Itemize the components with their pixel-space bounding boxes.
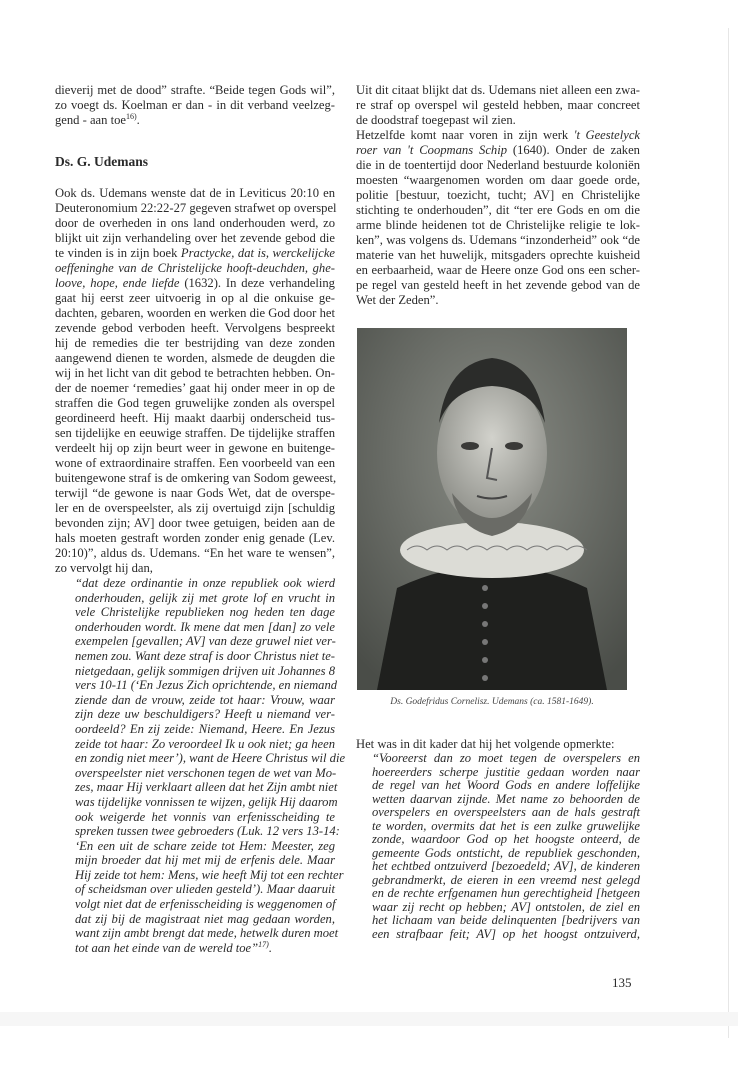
text-span: loove, hope, ende liefde (55, 276, 180, 290)
text-line: der de noemer ‘remedies’ gaat hij onder meer in op de (55, 381, 335, 395)
text-line: blijkt uit zijn verhandeling over het zevende gebod die (55, 231, 335, 245)
text-line: zo voegt ds. Koelman er dan - in dit verband veelzeg- (55, 98, 335, 112)
text-line: het lichaam van beide delinquenten [bedrijvers van (372, 913, 640, 927)
image-caption: Ds. Godefridus Cornelisz. Udemans (ca. 1581-1649). (390, 697, 594, 707)
text-line: gemeente Gods ontsticht, de republiek geschonden, (372, 845, 640, 860)
text-line: wetten daarvan zijnde. Met name zo behoorden de (372, 791, 640, 806)
text-line (356, 128, 640, 143)
text-line: volgt niet dat de erfenisscheiding is weggenomen of (75, 897, 336, 912)
text-span: (1632). In deze verhandeling (179, 276, 335, 290)
text-line: die in de toentertijd door Nederland bestuurde koloniën (356, 158, 640, 172)
text-line: door de overheden in ons land onderhouden werd, zo (55, 216, 335, 230)
text-line: pe regel van gesteld heeft in het zevende gebod van de (356, 278, 640, 292)
text-line: ‘En een uit de schare zeide tot Hem: Meester, zeg (75, 838, 335, 853)
text-line: nemen zou. Want deze straf is door Christus niet te- (75, 648, 335, 663)
text-line: zijn deze uw beschuldigers? Heeft u niemand ver- (75, 707, 335, 722)
body-paragraph (356, 737, 640, 752)
text-line: dat zij bij de magistraat niet mag gedaan worden, (75, 911, 335, 926)
text-line (55, 261, 335, 276)
text-line: zo vervolgt hij dan, (55, 561, 153, 575)
text-line: ziende dan de vrouw, zeide tot haar: Vrouw, waar (75, 692, 335, 707)
text-span: Practycke, dat is, werckelijcke (180, 246, 335, 260)
text-span: oeffeninghe van de Christelijcke hooft-deuchden, ghe- (55, 261, 335, 275)
text-line (75, 941, 335, 956)
text-line: waar zij recht op hebben; AV] ontstolen, de ziel en (372, 899, 640, 914)
text-line: wij in het licht van dit gebod te betrachten hebben. On- (55, 366, 335, 380)
text-line: verdeelt hij op zijn beurt weer in gewone en buitenge- (55, 441, 335, 455)
text-line: mijn broeder dat hij met mij de erfenis dele. Maar (75, 853, 335, 868)
text-span: tot aan het einde van de wereld toe” (75, 940, 259, 955)
intro-paragraph (55, 83, 335, 128)
footnote-ref: 16) (125, 112, 137, 121)
page-bottom-band (0, 1012, 738, 1026)
text-line: “Vooreerst dan zo moet tegen de overspelers en (372, 751, 640, 765)
text-line: was tijdelijke vonnissen te wijzen, gelijk Hij daarom (75, 794, 338, 809)
text-line: “dat deze ordinantie in onze republiek ook wierd (75, 576, 335, 590)
text-line: onderhouden, gelijk zij met grote lof en vrucht in (75, 590, 335, 605)
text-span: . (268, 940, 272, 955)
text-line: of scheidsman over ulieden gesteld’). Maar daaruit (75, 882, 335, 897)
text-span: de doodstraf toegepast wil zien. (356, 113, 516, 127)
portrait-engraving (357, 328, 627, 690)
text-span: gend - aan toe (55, 113, 126, 127)
text-line: arme blinde heidenen tot de Christelijke religie te lok- (356, 218, 640, 232)
text-line: ken”, was volgens ds. Udemans “inzonderheid” ook “de (356, 233, 640, 247)
text-line: zes, maar Hij verklaart alleen dat het Zijn ambt niet (75, 780, 338, 795)
text-line: Ook ds. Udemans wenste dat de in Leviticus 20:10 en (55, 186, 335, 200)
page-number: 135 (612, 975, 632, 990)
text-line: en de rechte erfgenamen hun gerechtigheid [hetgeen (372, 886, 640, 900)
text-span: Hetzelfde komt naar voren in zijn werk (356, 128, 574, 142)
text-line: te worden, overmits dat het is een zulke gruwelijke (372, 818, 640, 833)
text-line: 20:10)”, aldus ds. Udemans. “En het ware te wensen”, (55, 546, 335, 560)
text-line (55, 276, 335, 291)
footnote-ref: 17) (258, 939, 269, 949)
text-line: politie [bestuur, toezicht, tucht; AV] en Christelijke (356, 188, 640, 202)
text-line: het echtbed ontzuiverd [bezoedeld; AV], de kinderen (372, 859, 640, 873)
text-line: wone of extraordinaire straffen. Een voorbeeld van een (55, 456, 335, 470)
block-quote (75, 576, 346, 955)
text-line: zeide tot haar: Zo veroordeel Ik u ook niet; ga heen (75, 736, 335, 751)
text-line: vele Christelijke republieken nog heden ten dage (75, 605, 335, 620)
body-paragraph (55, 186, 335, 576)
text-line: dieverij met de dood” strafte. “Beide tegen Gods wil”, (55, 83, 335, 97)
text-line (55, 113, 335, 128)
text-line: Deuteronomium 22:22-27 gegeven strafwet op overspel (55, 201, 337, 215)
text-line: en eerbaarheid, waar de Heere onze God ons een scher- (356, 263, 640, 277)
text-line: aangewend dienen te worden, alsmede de deugden die (55, 351, 335, 365)
text-line (55, 246, 335, 261)
text-line: Hij zeide tot hem: Mens, wie heeft Mij tot een rechter (75, 867, 344, 882)
text-line: materie van het huwelijk, mitsgaders oprechte kuisheid (356, 248, 640, 262)
text-line: spreken tussen twee gebroeders (Luk. 12 vers 13-14: (75, 824, 340, 839)
text-line: ler en de overspeelster, als zij overtuigd zijn [schuldig (55, 501, 335, 515)
text-line: Het was in dit kader dat hij het volgende opmerkte: (356, 737, 615, 751)
text-line: dachten, gebaren, woorden en werken die God door het (55, 306, 335, 320)
text-line (356, 143, 640, 158)
text-line: buitengewone straf is de omkering van Sodom geweest, (55, 471, 337, 485)
text-line: gebrandmerkt, de eieren in een vreemd nest gelegd (372, 872, 640, 887)
text-line: terwijl “de gewone is naar Gods Wet, dat de overspe- (55, 486, 335, 500)
text-span: roer van 't Coopmans Schip (356, 143, 507, 157)
page-edge-line (728, 28, 729, 1038)
text-line: geordineerd heeft. Hij maakt daarbij onderscheid tus- (55, 411, 335, 425)
text-line: hoereerders scherpe justitie gedaan worden naar (372, 764, 640, 779)
body-paragraph (356, 83, 640, 308)
text-line: overspelers en overspeelsters aan de hals gestraft (372, 805, 640, 819)
text-span: . (136, 113, 140, 127)
text-line: exempelen [gevallen; AV] van deze gruwel niet ver- (75, 634, 336, 649)
text-line: sen tijdelijke en eeuwige straffen. De tijdelijke straffen (55, 426, 335, 440)
section-heading: Ds. G. Udemans (55, 154, 149, 169)
text-line: onderhouden wordt. Ik mene dat men [dan] zo vele (75, 619, 335, 634)
portrait-image (357, 328, 627, 690)
text-line: want zijn ambt brengt dat mede, hetwelk duren moet (75, 926, 339, 941)
text-line: ook weigerde het vonnis van erfenisscheiding te (75, 809, 335, 824)
text-line: Wet der Zeden”. (356, 293, 439, 307)
text-line: moesten “waargenomen worden om daar goede orde, (356, 173, 640, 187)
text-line: oordeeld? En zij zeide: Niemand, Heere. En Jezus (75, 721, 335, 736)
text-line: een strafbaar feit; AV] op het hoogst ontzuiverd, (372, 926, 640, 941)
text-line: straffen die God tegen gruwelijke zonden als overspel (55, 396, 335, 410)
text-span: (1640). Onder de zaken (507, 143, 640, 157)
text-line: nietgedaan, gelijk sommigen drijven uit Johannes 8 (75, 663, 335, 678)
text-line: hals moeten gestraft worden zonder enig genade (Lev. (55, 531, 335, 545)
text-line: re straf op overspel wil gesteld hebben, maar concreet (356, 98, 640, 112)
text-span: te vinden is in zijn boek (55, 246, 181, 260)
text-line: hij de remedies die ter bestrijding van deze zonden (55, 336, 335, 350)
block-quote (372, 752, 640, 941)
text-span: 't Geestelyck (573, 128, 641, 142)
text-line: en zondig niet meer’), want de Heere Christus wil die (75, 751, 346, 766)
text-line: stichting te onderhouden”, dit “ter ere Gods en om die (356, 203, 640, 217)
text-line: overspeelster niet verschonen tegen de wet van Mo- (75, 765, 337, 780)
text-line: de regel van het Woord Gods en andere loffelijke (372, 778, 640, 792)
text-line: Uit dit citaat blijkt dat ds. Udemans niet alleen een zwa- (356, 83, 640, 97)
text-line: vers 10-11 (‘En Jezus Zich oprichtende, en niemand (75, 678, 338, 693)
text-line: bevonden zijn; AV] door twee getuigen, beiden aan de (55, 516, 335, 530)
text-line: zevende gebod verboden heeft. Vervolgens bespreekt (55, 321, 335, 335)
text-line (356, 113, 640, 128)
text-line: gaat hij eerst zeer uitvoerig in op al die onkuise ge- (55, 291, 335, 305)
text-line: zonde, waardoor God op het hoogste onteerd, de (372, 832, 640, 846)
